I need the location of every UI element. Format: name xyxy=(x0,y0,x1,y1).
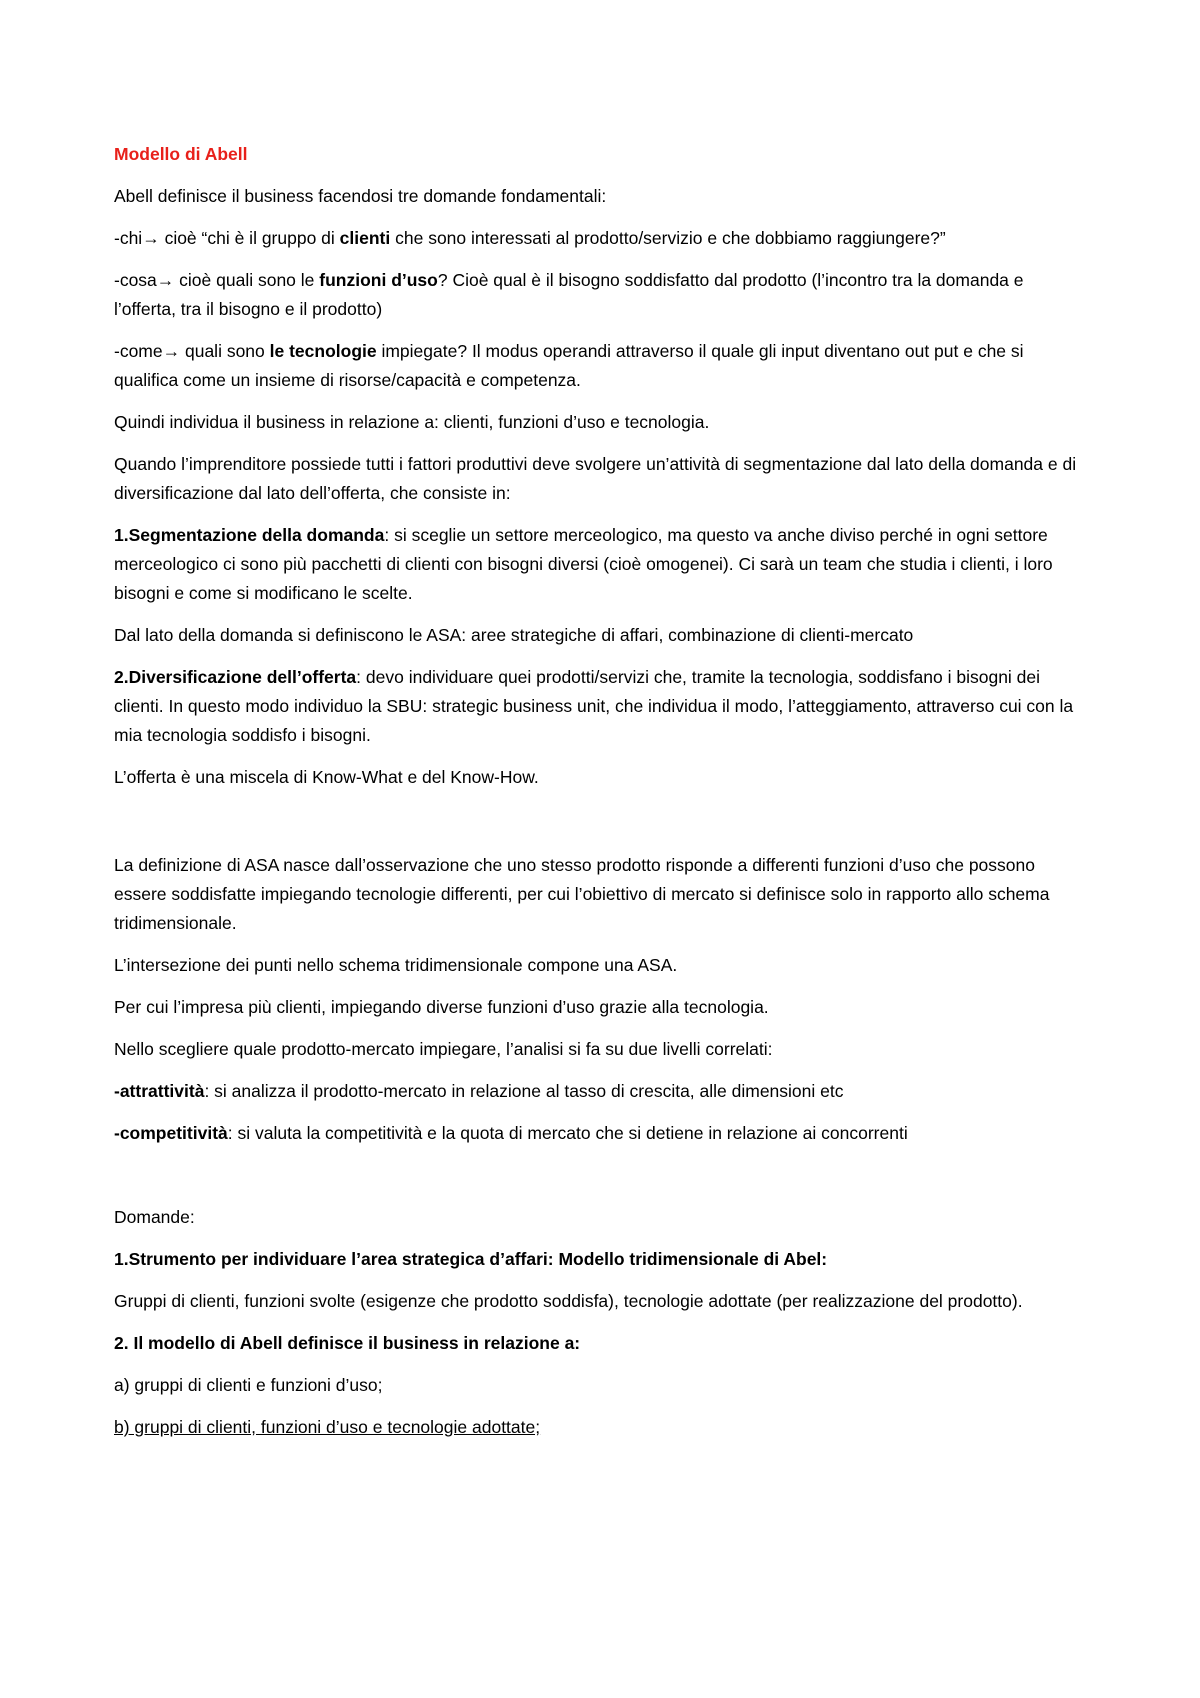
document-title: Modello di Abell xyxy=(114,144,248,164)
question-2 xyxy=(114,1329,1090,1358)
question-2-text: 2. Il modello di Abell definisce il business in relazione a: xyxy=(114,1333,581,1353)
cosa-paragraph xyxy=(114,266,1090,324)
question-1-answer: Gruppi di clienti, funzioni svolte (esigenze che prodotto soddisfa), tecnologie adottate (per realizzazione del prodotto). xyxy=(114,1291,1023,1311)
competitivita-paragraph xyxy=(114,1119,1090,1148)
question-1-text: 1.Strumento per individuare l’area strategica d’affari: Modello tridimensionale di Abel: xyxy=(114,1249,828,1269)
diversificazione-text: : devo individuare quei prodotti/servizi che, tramite la tecnologia, soddisfano i bisogni dei clienti. In questo modo individuo la SBU: strategic business unit, che individua il modo, l’atteggiamento, attraverso cui con la mia tecnologia soddisfo i bisogni. xyxy=(114,667,1074,745)
diversificazione-paragraph xyxy=(114,663,1090,750)
cosa-post: ? Cioè qual è il bisogno soddisfatto dal prodotto (l’incontro tra la domanda e l’offerta, tra il bisogno e il prodotto) xyxy=(114,270,1024,319)
document-page xyxy=(114,140,1090,1455)
chi-paragraph xyxy=(114,224,1090,253)
cosa-bold: funzioni d’uso xyxy=(319,270,438,290)
arrow-icon: → xyxy=(162,341,181,361)
arrow-icon: → xyxy=(142,228,160,248)
segmentazione-heading: 1.Segmentazione della domanda xyxy=(114,525,385,545)
question-2-option-a: a) gruppi di clienti e funzioni d’uso; xyxy=(114,1375,383,1395)
offerta-paragraph: L’offerta è una miscela di Know-What e del Know-How. xyxy=(114,767,539,787)
intersezione-paragraph: L’intersezione dei punti nello schema tridimensionale compone una ASA. xyxy=(114,955,678,975)
competitivita-heading: -competitività xyxy=(114,1123,228,1143)
attrattivita-text: : si analizza il prodotto-mercato in relazione al tasso di crescita, alle dimensioni etc xyxy=(204,1081,844,1101)
chi-prefix: -chi xyxy=(114,228,143,248)
question-2-option-b: b) gruppi di clienti, funzioni d’uso e tecnologie adottate; xyxy=(114,1417,541,1437)
domande-label: Domande: xyxy=(114,1207,195,1227)
intro-paragraph: Abell definisce il business facendosi tre domande fondamentali: xyxy=(114,186,607,206)
quando-paragraph: Quando l’imprenditore possiede tutti i fattori produttivi deve svolgere un’attività di segmentazione dal lato della domanda e di diversificazione dal lato dell’offerta, che consiste in: xyxy=(114,454,1077,503)
arrow-icon: → xyxy=(156,270,175,290)
competitivita-text: : si valuta la competitività e la quota di mercato che si detiene in relazione ai concorrenti xyxy=(227,1123,908,1143)
come-prefix: -come xyxy=(114,341,163,361)
quindi-paragraph: Quindi individua il business in relazione a: clienti, funzioni d’uso e tecnologia. xyxy=(114,412,710,432)
chi-pre: cioè “chi è il gruppo di xyxy=(159,228,340,248)
come-post: impiegate? Il modus operandi attraverso il quale gli input diventano out put e che si qualifica come un insieme di risorse/capacità e competenza. xyxy=(114,341,1024,390)
definizione-paragraph: La definizione di ASA nasce dall’osservazione che uno stesso prodotto risponde a differenti funzioni d’uso che possono essere soddisfatte impiegando tecnologie differenti, per cui l’obiettivo di mercato si definisce solo in rapporto allo schema tridimensionale. xyxy=(114,855,1050,933)
segmentazione-text: : si sceglie un settore merceologico, ma questo va anche diviso perché in ogni settore merceologico ci sono più pacchetti di clienti con bisogni diversi (cioè omogenei). Ci sarà un team che studia i clienti, i loro bisogni e come si modificano le scelte. xyxy=(114,525,1053,603)
attrattivita-paragraph xyxy=(114,1077,1090,1106)
blank-line xyxy=(114,1161,1090,1203)
come-bold: le tecnologie xyxy=(269,341,377,361)
blank-line xyxy=(114,805,1090,851)
cosa-prefix: -cosa xyxy=(114,270,157,290)
chi-bold: clienti xyxy=(339,228,391,248)
question-1 xyxy=(114,1245,1090,1274)
attrattivita-heading: -attrattività xyxy=(114,1081,205,1101)
come-pre: quali sono xyxy=(180,341,270,361)
cosa-pre: cioè quali sono le xyxy=(174,270,320,290)
percui-paragraph: Per cui l’impresa più clienti, impiegando diverse funzioni d’uso grazie alla tecnologia. xyxy=(114,997,769,1017)
diversificazione-heading: 2.Diversificazione dell’offerta xyxy=(114,667,357,687)
asa-paragraph: Dal lato della domanda si definiscono le ASA: aree strategiche di affari, combinazione di clienti-mercato xyxy=(114,625,914,645)
nello-paragraph: Nello scegliere quale prodotto-mercato impiegare, l’analisi si fa su due livelli correlati: xyxy=(114,1039,773,1059)
come-paragraph xyxy=(114,337,1090,395)
segmentazione-paragraph xyxy=(114,521,1090,608)
chi-post: che sono interessati al prodotto/servizio e che dobbiamo raggiungere?” xyxy=(390,228,946,248)
